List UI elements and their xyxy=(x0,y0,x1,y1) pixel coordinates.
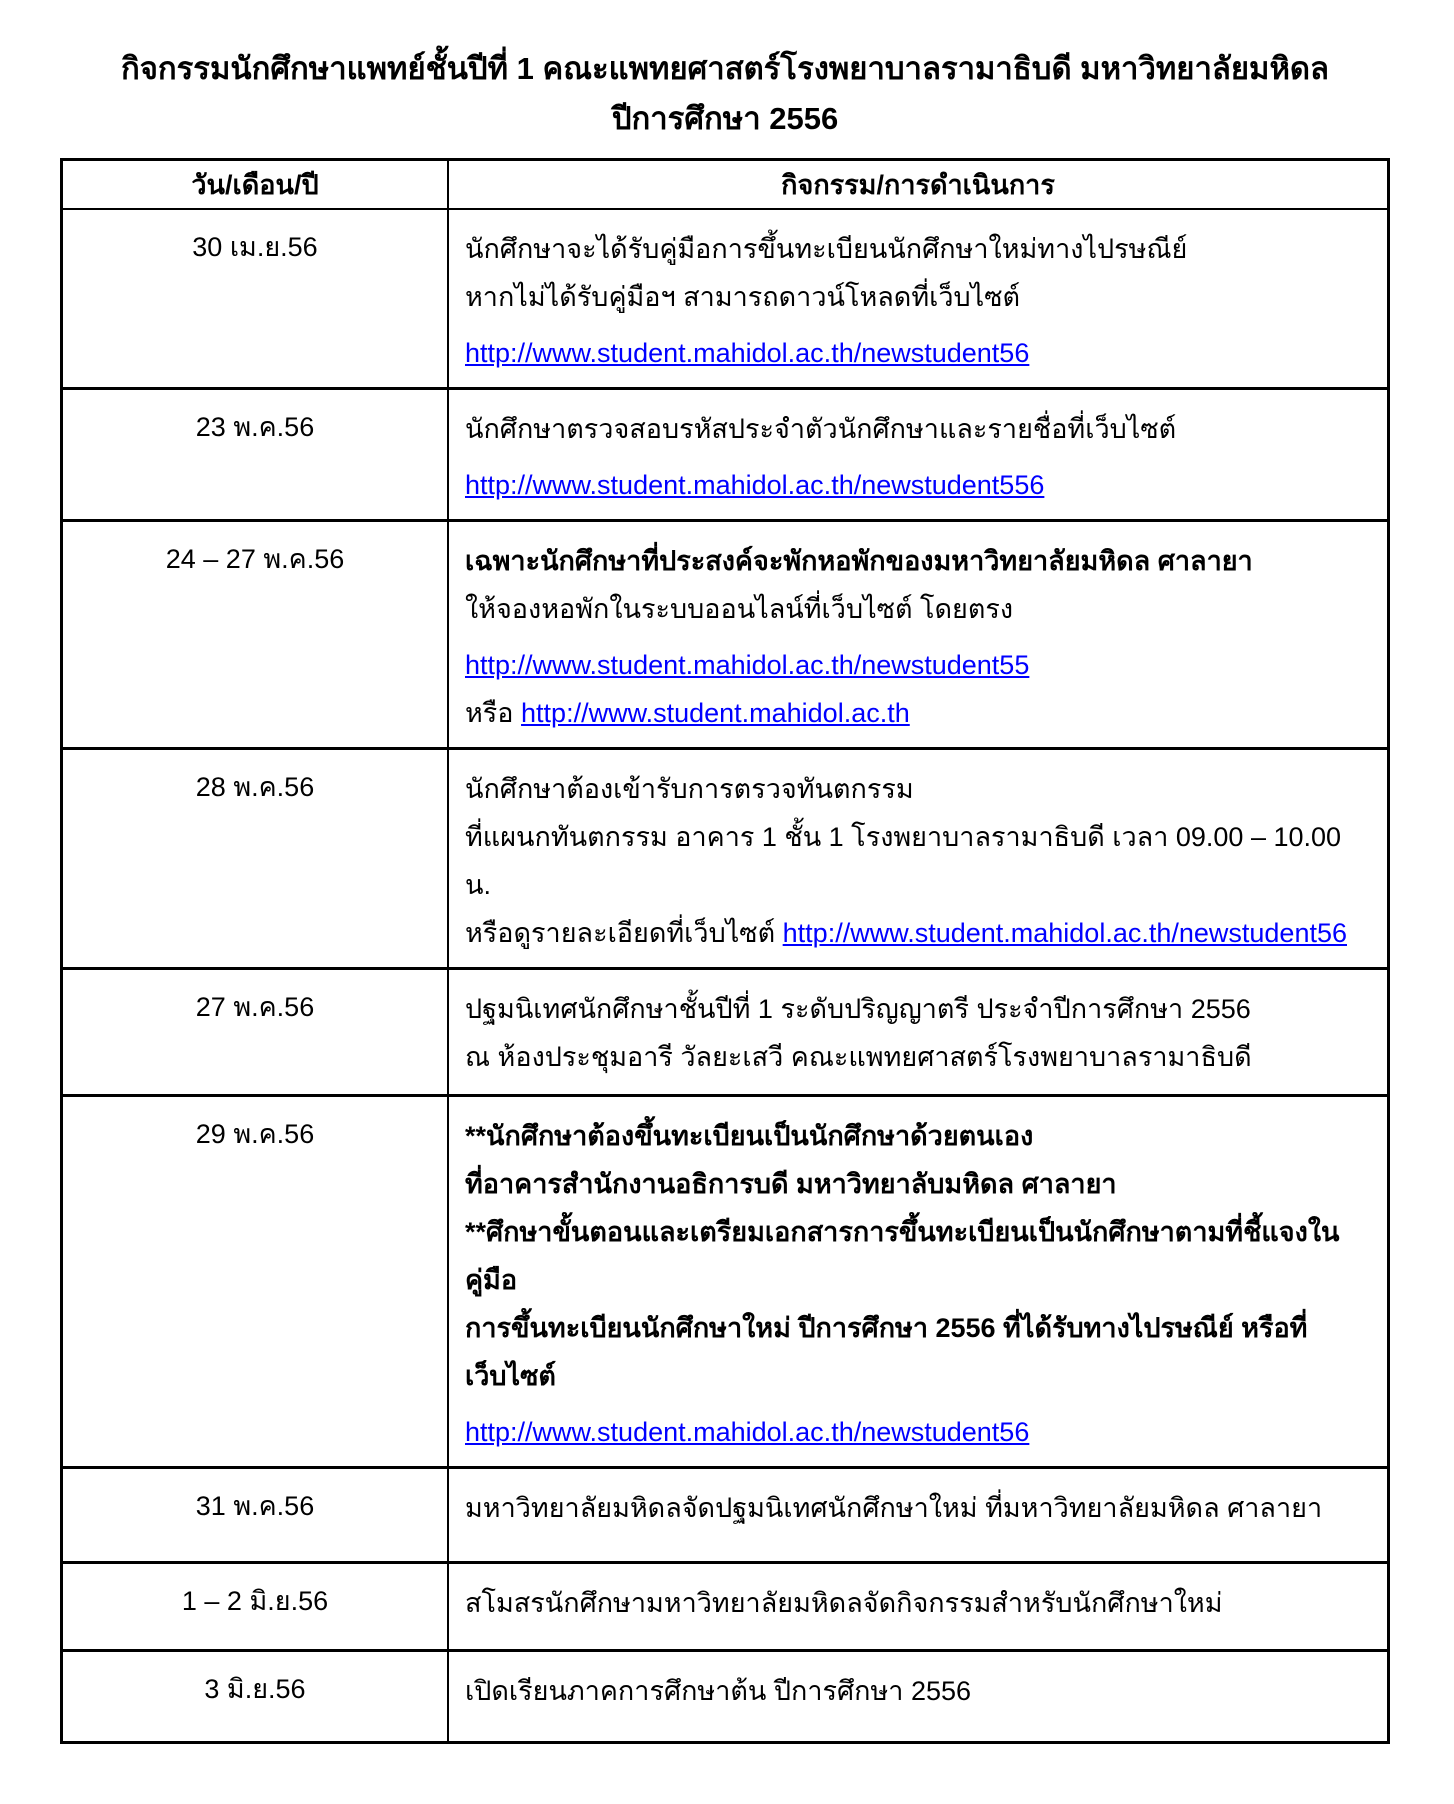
date-cell xyxy=(63,1652,449,1741)
page-title-line2: ปีการศึกษา 2556 xyxy=(611,101,839,137)
activity-line xyxy=(465,765,1369,813)
activity-line xyxy=(465,1667,1369,1715)
date-cell xyxy=(63,1097,449,1466)
date-cell xyxy=(63,970,449,1094)
activity-cell xyxy=(449,210,1387,387)
page-title xyxy=(60,44,1390,144)
activity-line xyxy=(465,329,1369,377)
table-row xyxy=(63,1094,1387,1466)
activity-cell xyxy=(449,1469,1387,1561)
date-cell xyxy=(63,390,449,519)
table-header-row xyxy=(63,161,1387,208)
activity-line xyxy=(465,813,1369,909)
activity-text: สโมสรนักศึกษามหาวิทยาลัยมหิดลจัดกิจกรรมสำหรับนักศึกษาใหม่ xyxy=(465,1588,1223,1619)
header-date-label: วัน/เดือน/ปี xyxy=(191,170,319,201)
hyperlink[interactable]: http://www.student.mahidol.ac.th/newstudent56 xyxy=(782,918,1347,949)
activity-text: หรือดูรายละเอียดที่เว็บไซต์ xyxy=(465,918,783,949)
date-text: 31 พ.ค.56 xyxy=(195,1491,315,1522)
date-text: 27 พ.ค.56 xyxy=(195,992,315,1023)
activity-line xyxy=(465,689,1369,737)
date-cell xyxy=(63,522,449,747)
hyperlink[interactable]: http://www.student.mahidol.ac.th xyxy=(521,698,910,729)
activity-text-bold: **นักศึกษาต้องขึ้นทะเบียนเป็นนักศึกษาด้วยตนเอง xyxy=(465,1121,1034,1152)
hyperlink[interactable]: http://www.student.mahidol.ac.th/newstudent556 xyxy=(465,470,1045,501)
activity-line xyxy=(465,585,1369,633)
hyperlink[interactable]: http://www.student.mahidol.ac.th/newstudent56 xyxy=(465,1417,1030,1448)
activity-text: ที่แผนกทันตกรรม อาคาร 1 ชั้น 1 โรงพยาบาลรามาธิบดี เวลา 09.00 – 10.00 น. xyxy=(465,822,1349,901)
table-row xyxy=(63,1466,1387,1561)
date-text: 28 พ.ค.56 xyxy=(195,772,315,803)
activity-text: หรือ xyxy=(465,698,522,729)
activity-line xyxy=(465,273,1369,321)
table-row xyxy=(63,519,1387,747)
activity-line xyxy=(465,1408,1369,1456)
activity-line xyxy=(465,1304,1369,1400)
activity-cell xyxy=(449,750,1387,967)
table-row xyxy=(63,967,1387,1094)
table-row xyxy=(63,387,1387,519)
activity-line xyxy=(465,405,1369,453)
date-text: 24 – 27 พ.ค.56 xyxy=(165,544,345,575)
activity-text: นักศึกษาตรวจสอบรหัสประจำตัวนักศึกษาและรายชื่อที่เว็บไซต์ xyxy=(465,414,1177,445)
table-row xyxy=(63,1649,1387,1741)
activity-line xyxy=(465,909,1369,957)
header-date-column xyxy=(63,161,449,208)
activity-cell xyxy=(449,1097,1387,1466)
activity-text: เปิดเรียนภาคการศึกษาต้น ปีการศึกษา 2556 xyxy=(465,1676,972,1707)
table-row xyxy=(63,747,1387,967)
activity-line xyxy=(465,1033,1369,1081)
date-text: 30 เม.ย.56 xyxy=(192,232,318,263)
activity-text-bold: **ศึกษาขั้นตอนและเตรียมเอกสารการขึ้นทะเบียนเป็นนักศึกษาตามที่ชี้แจงในคู่มือ xyxy=(465,1217,1340,1296)
activity-line xyxy=(465,1208,1369,1304)
activity-cell xyxy=(449,1652,1387,1741)
activity-cell xyxy=(449,522,1387,747)
activity-text: ให้จองหอพักในระบบออนไลน์ที่เว็บไซต์ โดยตรง xyxy=(465,594,1014,625)
activity-line xyxy=(465,985,1369,1033)
activity-line xyxy=(465,1112,1369,1160)
date-text: 1 – 2 มิ.ย.56 xyxy=(181,1586,329,1617)
date-cell xyxy=(63,1564,449,1649)
activity-line xyxy=(465,537,1369,585)
table-row xyxy=(63,208,1387,387)
activity-text: ณ ห้องประชุมอารี วัลยะเสวี คณะแพทยศาสตร์โรงพยาบาลรามาธิบดี xyxy=(465,1042,1252,1073)
activity-text: ปฐมนิเทศนักศึกษาชั้นปีที่ 1 ระดับปริญญาตรี ประจำปีการศึกษา 2556 xyxy=(465,994,1251,1025)
activity-line xyxy=(465,461,1369,509)
activity-text: นักศึกษาจะได้รับคู่มือการขึ้นทะเบียนนักศึกษาใหม่ทางไปรษณีย์ xyxy=(465,234,1188,265)
activity-text: มหาวิทยาลัยมหิดลจัดปฐมนิเทศนักศึกษาใหม่ ที่มหาวิทยาลัยมหิดล ศาลายา xyxy=(465,1493,1323,1524)
activity-text-bold: เฉพาะนักศึกษาที่ประสงค์จะพักหอพักของมหาวิทยาลัยมหิดล ศาลายา xyxy=(465,546,1253,577)
activity-text-bold: ที่อาคารสำนักงานอธิการบดี มหาวิทยาลับมหิดล ศาลายา xyxy=(465,1169,1117,1200)
activity-cell xyxy=(449,970,1387,1094)
table-row xyxy=(63,1561,1387,1649)
activity-line xyxy=(465,1160,1369,1208)
date-text: 23 พ.ค.56 xyxy=(195,412,315,443)
date-cell xyxy=(63,750,449,967)
date-text: 29 พ.ค.56 xyxy=(195,1119,315,1150)
activity-text-bold: การขึ้นทะเบียนนักศึกษาใหม่ ปีการศึกษา 2556 ที่ได้รับทางไปรษณีย์ หรือที่เว็บไซต์ xyxy=(465,1313,1308,1392)
date-text: 3 มิ.ย.56 xyxy=(204,1674,306,1705)
activity-cell xyxy=(449,390,1387,519)
activity-line xyxy=(465,225,1369,273)
activity-line xyxy=(465,1484,1369,1532)
hyperlink[interactable]: http://www.student.mahidol.ac.th/newstudent56 xyxy=(465,338,1030,369)
header-activity-column xyxy=(449,161,1387,208)
activity-line xyxy=(465,641,1369,689)
hyperlink[interactable]: http://www.student.mahidol.ac.th/newstudent55 xyxy=(465,650,1030,681)
page-title-line1: กิจกรรมนักศึกษาแพทย์ชั้นปีที่ 1 คณะแพทยศาสตร์โรงพยาบาลรามาธิบดี มหาวิทยาลัยมหิดล xyxy=(120,51,1330,86)
schedule-table xyxy=(60,158,1390,1744)
activity-line xyxy=(465,1579,1369,1627)
header-activity-label: กิจกรรม/การดำเนินการ xyxy=(781,170,1055,201)
date-cell xyxy=(63,210,449,387)
date-cell xyxy=(63,1469,449,1561)
activity-text: นักศึกษาต้องเข้ารับการตรวจทันตกรรม xyxy=(465,774,914,805)
activity-text: หากไม่ได้รับคู่มือฯ สามารถดาวน์โหลดที่เว็บไซต์ xyxy=(465,282,1021,313)
activity-cell xyxy=(449,1564,1387,1649)
